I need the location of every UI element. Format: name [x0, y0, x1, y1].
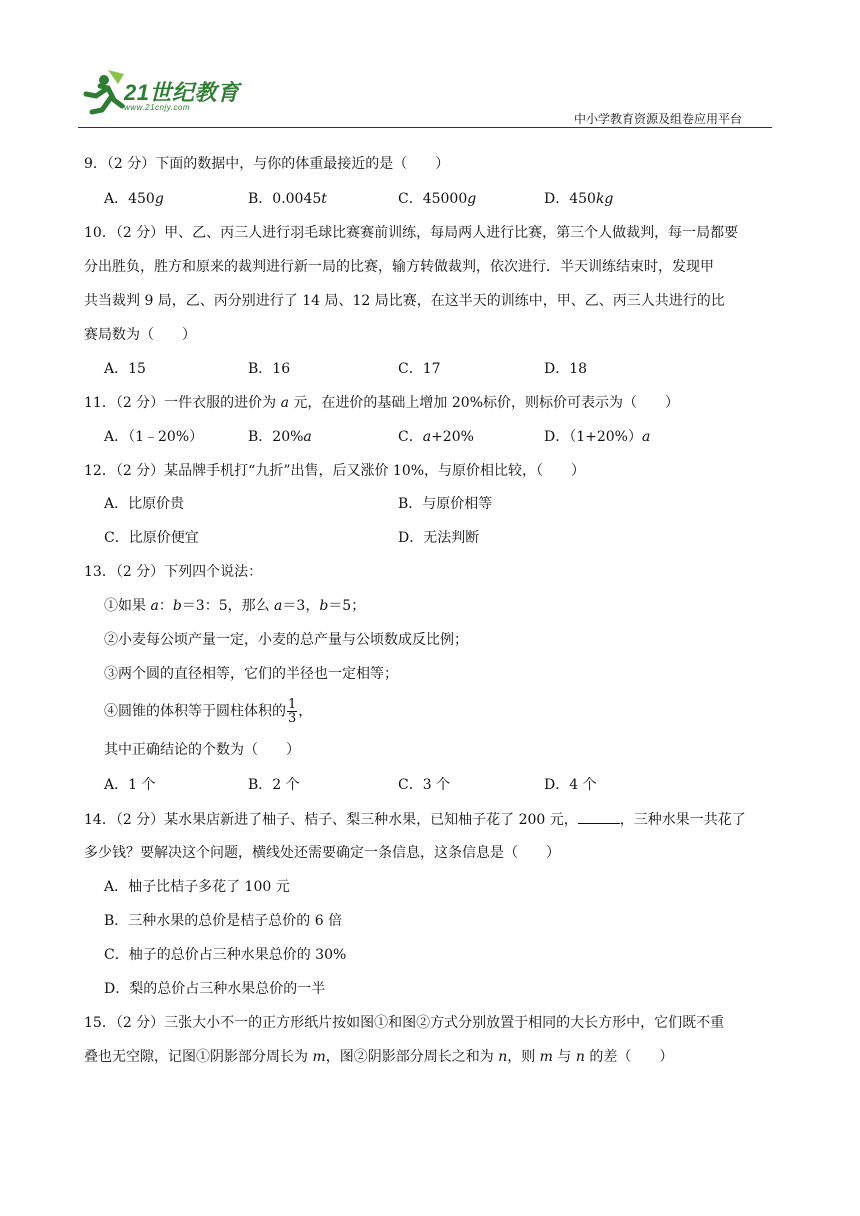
- question-10-stem-line-3: 共当裁判 9 局，乙、丙分别进行了 14 局、12 局比赛，在这半天的训练中，甲、乙、丙三人共进行的比: [84, 293, 725, 309]
- question-13-option-d[interactable]: D．4 个: [544, 777, 597, 793]
- question-10-option-d[interactable]: D．18: [544, 361, 588, 377]
- question-11-option-b[interactable]: B．20%a: [248, 429, 312, 445]
- question-12-option-b[interactable]: B．与原价相等: [398, 496, 493, 512]
- question-10-option-c[interactable]: C．17: [398, 361, 441, 377]
- platform-title: 中小学教育资源及组卷应用平台: [573, 112, 742, 126]
- question-14-option-a[interactable]: A．柚子比桔子多花了 100 元: [104, 879, 290, 895]
- question-11-option-d[interactable]: D．（1+20%）a: [544, 429, 651, 445]
- question-14-stem-line-2: 多少钱？要解决这个问题，横线处还需要确定一条信息，这条信息是（ ）: [84, 845, 560, 861]
- statement-4-tail: ，: [298, 703, 313, 720]
- question-14-stem-line-1: [84, 809, 746, 830]
- question-10-stem-line-1: 10．（2 分）甲、乙、丙三人进行羽毛球比赛赛前训练，每局两人进行比赛，第三个人做裁判，每一局都要: [84, 225, 739, 241]
- question-10-stem-line-2: 分出胜负，胜方和原来的裁判进行新一局的比赛，输方转做裁判，依次进行．半天训练结束时，发现甲: [84, 259, 714, 275]
- question-12-option-c[interactable]: C．比原价便宜: [104, 530, 199, 546]
- question-9-option-a[interactable]: A．450g: [104, 191, 164, 207]
- question-10-option-b[interactable]: B．16: [248, 361, 291, 377]
- header-divider: [78, 127, 772, 128]
- question-10-stem-line-4: 赛局数为（ ）: [84, 327, 196, 343]
- question-9-option-c[interactable]: C．45000g: [398, 191, 477, 207]
- question-13-prompt: 其中正确结论的个数为（ ）: [104, 742, 300, 758]
- question-13-statement-4: [104, 698, 312, 725]
- question-15-stem-line-2: 叠也无空隙，记图①阴影部分周长为 m，图②阴影部分周长之和为 n，则 m 与 n 的差（ ）: [84, 1049, 674, 1065]
- question-13-statement-2: ②小麦每公顷产量一定，小麦的总产量与公顷数成反比例；: [104, 632, 468, 648]
- question-14-stem-part-1: 14．（2 分）某水果店新进了柚子、桔子、梨三种水果，已知柚子花了 200 元，: [84, 812, 578, 828]
- statement-4-text: ④圆锥的体积等于圆柱体积的: [104, 703, 286, 720]
- question-9-option-b[interactable]: B．0.0045t: [248, 191, 327, 207]
- question-9-stem: 9．（2 分）下面的数据中，与你的体重最接近的是（ ）: [84, 156, 450, 172]
- question-13-stem: 13．（2 分）下列四个说法：: [84, 564, 263, 580]
- question-9-option-d[interactable]: D．450kg: [544, 191, 614, 207]
- question-14-stem-part-2: ，三种水果一共花了: [619, 812, 746, 828]
- question-11-stem: 11．（2 分）一件衣服的进价为 a 元，在进价的基础上增加 20%标价，则标价可表示为（ ）: [84, 395, 680, 411]
- question-14-option-c[interactable]: C．柚子的总价占三种水果总价的 30%: [104, 947, 347, 963]
- question-10-option-a[interactable]: A．15: [104, 361, 146, 377]
- question-13-option-c[interactable]: C．3 个: [398, 777, 451, 793]
- question-13-option-b[interactable]: B．2 个: [248, 777, 300, 793]
- question-12-stem: 12．（2 分）某品牌手机打“九折”出售，后又涨价 10%，与原价相比较，（ ）: [84, 463, 586, 479]
- logo-text: 21世纪教育: [124, 80, 240, 105]
- fraction-denominator: 3: [288, 711, 297, 726]
- question-11-option-c[interactable]: C．a+20%: [398, 429, 474, 445]
- question-12-option-a[interactable]: A．比原价贵: [104, 496, 185, 512]
- question-12-option-d[interactable]: D．无法判断: [398, 530, 480, 546]
- fraction-one-third: [287, 698, 297, 725]
- question-15-stem-line-1: 15．（2 分）三张大小不一的正方形纸片按如图①和图②方式分别放置于相同的大长方形中，它们既不重: [84, 1015, 725, 1031]
- fraction-numerator: 1: [288, 697, 297, 712]
- answer-blank[interactable]: [578, 809, 620, 824]
- question-13-statement-1: ①如果 a：b＝3：5，那么 a＝3，b＝5；: [104, 598, 366, 614]
- question-14-option-b[interactable]: B．三种水果的总价是桔子总价的 6 倍: [104, 913, 343, 929]
- question-11-option-a[interactable]: A．（1﹣20%）: [104, 429, 204, 445]
- question-13-statement-3: ③两个圆的直径相等，它们的半径也一定相等；: [104, 666, 398, 682]
- question-13-option-a[interactable]: A．1 个: [104, 777, 156, 793]
- question-14-option-d[interactable]: D．梨的总价占三种水果总价的一半: [104, 981, 326, 997]
- logo-url: www.21cnjy.com: [124, 103, 190, 112]
